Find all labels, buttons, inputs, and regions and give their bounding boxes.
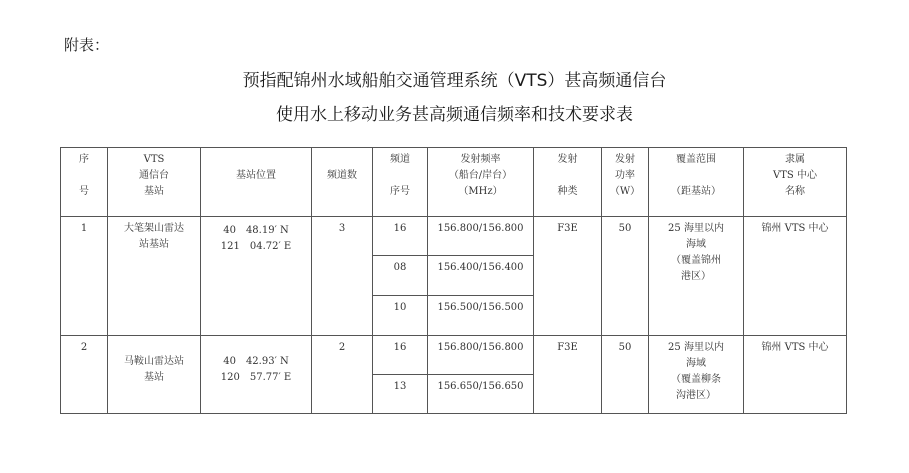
station-emission: F3E [534, 336, 602, 414]
channel-no: 08 [373, 256, 428, 296]
header-channel-count: 频道数 [312, 148, 373, 217]
header-seq: 序 号 [61, 148, 108, 217]
channel-no: 13 [373, 375, 428, 414]
station-power: 50 [602, 217, 649, 336]
station-coverage: 25 海里以内 海域 （覆盖柳条 沟港区） [649, 336, 744, 414]
station-seq: 1 [61, 217, 108, 336]
station-position: 40 48.19′ N 121 04.72′ E [201, 217, 312, 336]
table-header-row [61, 148, 847, 217]
channel-frequency: 156.800/156.800 [428, 336, 534, 375]
station-position: 40 42.93′ N 120 57.77′ E [201, 336, 312, 414]
header-belongs: 隶属 VTS 中心 名称 [744, 148, 847, 217]
station-belongs: 锦州 VTS 中心 [744, 336, 847, 414]
station-coverage: 25 海里以内 海域 （覆盖锦州 港区） [649, 217, 744, 336]
station-channel-count: 3 [312, 217, 373, 336]
header-coverage: 覆盖范围 （距基站） [649, 148, 744, 217]
table-row [61, 217, 847, 256]
station-power: 50 [602, 336, 649, 414]
station-name: 马鞍山雷达站 基站 [108, 336, 201, 414]
channel-frequency: 156.400/156.400 [428, 256, 534, 296]
document-title-line1: 预指配锦州水域船舶交通管理系统（VTS）甚高频通信台 [242, 71, 667, 91]
station-belongs: 锦州 VTS 中心 [744, 217, 847, 336]
attachment-label: 附表： [64, 36, 110, 54]
channel-no: 10 [373, 296, 428, 336]
header-channel-no: 频道 序号 [373, 148, 428, 217]
header-position: 基站位置 [201, 148, 312, 217]
document-title-line2: 使用水上移动业务甚高频通信频率和技术要求表 [276, 105, 633, 125]
channel-frequency: 156.800/156.800 [428, 217, 534, 256]
station-channel-count: 2 [312, 336, 373, 414]
header-power: 发射 功率 （W） [602, 148, 649, 217]
station-emission: F3E [534, 217, 602, 336]
station-seq: 2 [61, 336, 108, 414]
header-emission: 发射 种类 [534, 148, 602, 217]
channel-frequency: 156.650/156.650 [428, 375, 534, 414]
table-row [61, 336, 847, 375]
header-station: VTS 通信台 基站 [108, 148, 201, 217]
station-name: 大笔架山雷达 站基站 [108, 217, 201, 336]
channel-frequency: 156.500/156.500 [428, 296, 534, 336]
frequency-table [60, 147, 847, 414]
channel-no: 16 [373, 217, 428, 256]
header-tx-frequency: 发射频率 （船台/岸台） （MHz） [428, 148, 534, 217]
channel-no: 16 [373, 336, 428, 375]
